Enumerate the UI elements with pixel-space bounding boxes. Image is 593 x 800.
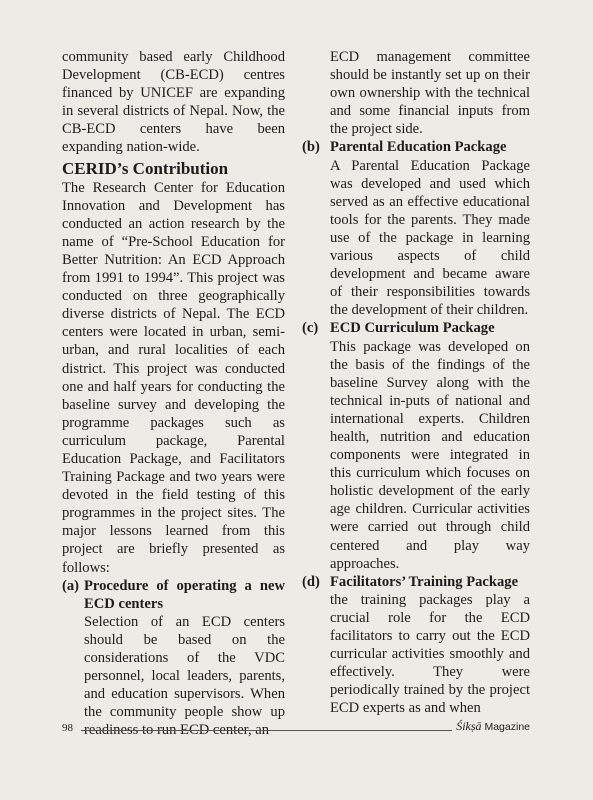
subsection-a-letter: (a) (62, 577, 80, 594)
continued-paragraph: ECD management committee should be instantly set up on their own ownership with the technical and some financial inputs from the project side. (330, 49, 530, 138)
brand-suffix: Magazine (484, 721, 530, 733)
subsection-c-text: This package was developed on the basis of the findings of the baseline Survey along with the technical in-puts of national and international experts. Children health, nutrition and education components were integrated in this curriculum which focuses on holistic development of the early age children. Curricular activities were carried out through child centered and play way approaches. (330, 338, 530, 572)
left-column (62, 48, 285, 739)
footer-rule (81, 730, 452, 731)
subsection-b-letter: (b) (302, 139, 320, 156)
subsection-b-text: A Parental Education Package was developed and used which served as an effective educational tools for the parents. They made use of the package in learning various aspects of child development and became aware of their responsibilities towards the development of their children. (330, 157, 530, 319)
page-footer (62, 719, 530, 734)
subsection-b-title: Parental Education Package (330, 139, 507, 156)
subsection-b (302, 138, 530, 319)
subsection-a-text: Selection of an ECD centers should be based on the considerations of the VDC personnel, local leaders, parents, and education supervisors. When the community people show up readiness to run ECD center, an (84, 613, 285, 739)
subsection-c-letter: (c) (302, 320, 319, 337)
subsection-d-letter: (d) (302, 573, 320, 590)
subsection-c-title: ECD Curriculum Package (330, 320, 495, 337)
subsection-a (62, 577, 285, 740)
subsection-c (302, 319, 530, 572)
section-heading: CERID’s Contribution (62, 158, 229, 178)
body-paragraph: The Research Center for Education Innovation and Development has conducted an action research by the name of “Pre-School Education for Better Nutrition: An ECD Approach from 1991 to 1994”. This project was conducted on three geographically diverse districts of Nepal. The ECD centers were located in urban, semi-urban, and rural localities of each district. This project was conducted one and half years for conducting the baseline survey and developing the programme packages such as curriculum package, Parental Education Package, and Facilitators Training Package and two years were devoted in the field testing of this programmes in the project sites. The major lessons learned from this project are briefly presented as follows: (62, 179, 285, 576)
subsection-d-title: Facilitators’ Training Package (330, 573, 519, 590)
brand-name: Śikṣā (456, 719, 482, 733)
page-number: 98 (62, 722, 73, 734)
subsection-a-title: Procedure of operating a new ECD centers (84, 577, 285, 612)
magazine-brand (456, 719, 530, 734)
subsection-d (302, 573, 530, 718)
intro-paragraph: community based early Childhood Development (CB-ECD) centres financed by UNICEF are expanding in several districts of Nepal. Now, the CB-ECD centers have been expanding nation-wide. (62, 49, 285, 156)
right-column (302, 48, 530, 717)
subsection-d-text: the training packages play a crucial role for the ECD facilitators to carry out the ECD curricular activities smoothly and effectively. They were periodically trained by the project ECD experts as and when (330, 591, 530, 717)
